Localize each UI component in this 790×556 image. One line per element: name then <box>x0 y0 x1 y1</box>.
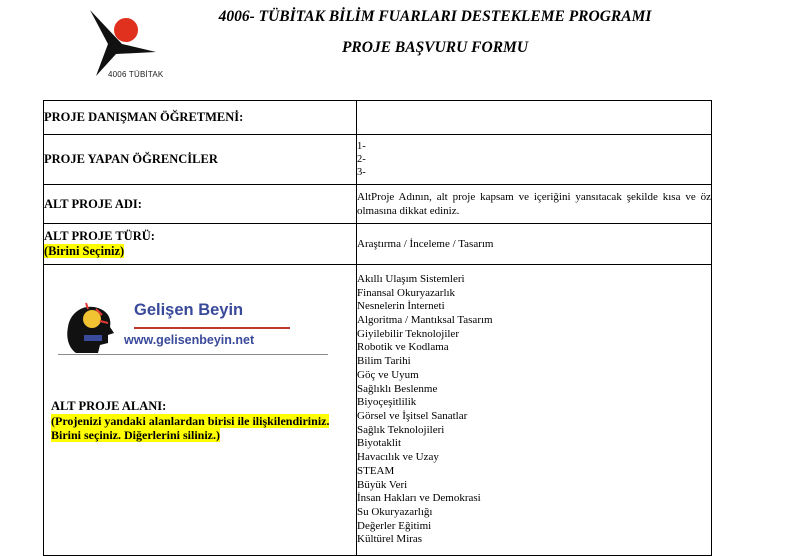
advisor-field[interactable] <box>357 101 712 135</box>
subproject-name-label: ALT PROJE ADI: <box>44 185 357 224</box>
gelisen-beyin-watermark <box>58 299 338 359</box>
subproject-area-label-cell <box>44 265 357 556</box>
subproject-type-label: ALT PROJE TÜRÜ: <box>44 229 155 243</box>
area-item[interactable]: Biyoçeşitlilik <box>357 396 417 409</box>
row-subproject-type <box>44 224 712 265</box>
watermark-underline <box>134 327 290 329</box>
area-item[interactable]: Sağlık Teknolojileri <box>357 423 445 436</box>
subproject-area-list[interactable] <box>357 265 712 556</box>
row-subproject-name <box>44 185 712 224</box>
area-item[interactable]: Göç ve Uyum <box>357 368 419 381</box>
area-item[interactable]: STEAM <box>357 464 395 477</box>
subproject-type-note: (Birini Seçiniz) <box>44 244 125 258</box>
students-field[interactable] <box>357 135 712 185</box>
subproject-area-note: (Projenizi yandaki alanlardan birisi ile ilişkilendiriniz. Birini seçiniz. Diğerlerini siliniz.) <box>51 414 330 442</box>
row-students <box>44 135 712 185</box>
student-2: 2- <box>357 154 366 165</box>
area-item[interactable]: Bilim Tarihi <box>357 355 411 368</box>
area-item[interactable]: Değerler Eğitimi <box>357 519 432 532</box>
area-item[interactable]: Giyilebilir Teknolojiler <box>357 327 459 340</box>
subproject-name-field[interactable]: AltProje Adının, alt proje kapsam ve içeriğini yansıtacak şekilde kısa ve öz olmasına dikkat ediniz. <box>357 185 712 224</box>
watermark-brand: Gelişen Beyin <box>134 301 244 319</box>
area-item[interactable]: Kültürel Miras <box>357 533 423 546</box>
row-advisor <box>44 101 712 135</box>
row-subproject-area <box>44 265 712 556</box>
advisor-label: PROJE DANIŞMAN ÖĞRETMENİ: <box>44 101 357 135</box>
area-item[interactable]: Sağlıklı Beslenme <box>357 382 438 395</box>
area-item[interactable]: Su Okuryazarlığı <box>357 505 433 518</box>
subproject-type-field[interactable]: Araştırma / İnceleme / Tasarım <box>357 224 712 265</box>
page-title: 4006- TÜBİTAK BİLİM FUARLARI DESTEKLEME PROGRAMI <box>218 8 652 25</box>
subproject-type-label-cell <box>44 224 357 265</box>
area-item[interactable]: Büyük Veri <box>357 478 408 491</box>
students-label: PROJE YAPAN ÖĞRENCİLER <box>44 135 357 185</box>
logo-text: 4006 TÜBİTAK <box>108 70 164 79</box>
brain-head-icon <box>58 299 122 355</box>
area-item[interactable]: Finansal Okuryazarlık <box>357 286 456 299</box>
area-item[interactable]: Görsel ve İşitsel Sanatlar <box>357 410 468 422</box>
area-item[interactable]: Robotik ve Kodlama <box>357 341 449 354</box>
page-subtitle: PROJE BAŞVURU FORMU <box>341 39 529 56</box>
area-item[interactable]: Biyotaklit <box>357 437 401 450</box>
subproject-area-label: ALT PROJE ALANI: <box>51 399 167 413</box>
area-item[interactable]: İnsan Hakları ve Demokrasi <box>357 492 481 505</box>
student-3: 3- <box>357 167 366 178</box>
application-form-table <box>43 100 712 556</box>
area-item[interactable]: Nesnelerin İnterneti <box>357 300 445 313</box>
area-item[interactable]: Akıllı Ulaşım Sistemleri <box>357 272 465 285</box>
watermark-rule <box>58 354 328 355</box>
area-item[interactable]: Algoritma / Mantıksal Tasarım <box>357 314 493 327</box>
student-1: 1- <box>357 141 366 152</box>
watermark-url: www.gelisenbeyin.net <box>124 333 255 347</box>
area-item[interactable]: Havacılık ve Uzay <box>357 451 439 464</box>
